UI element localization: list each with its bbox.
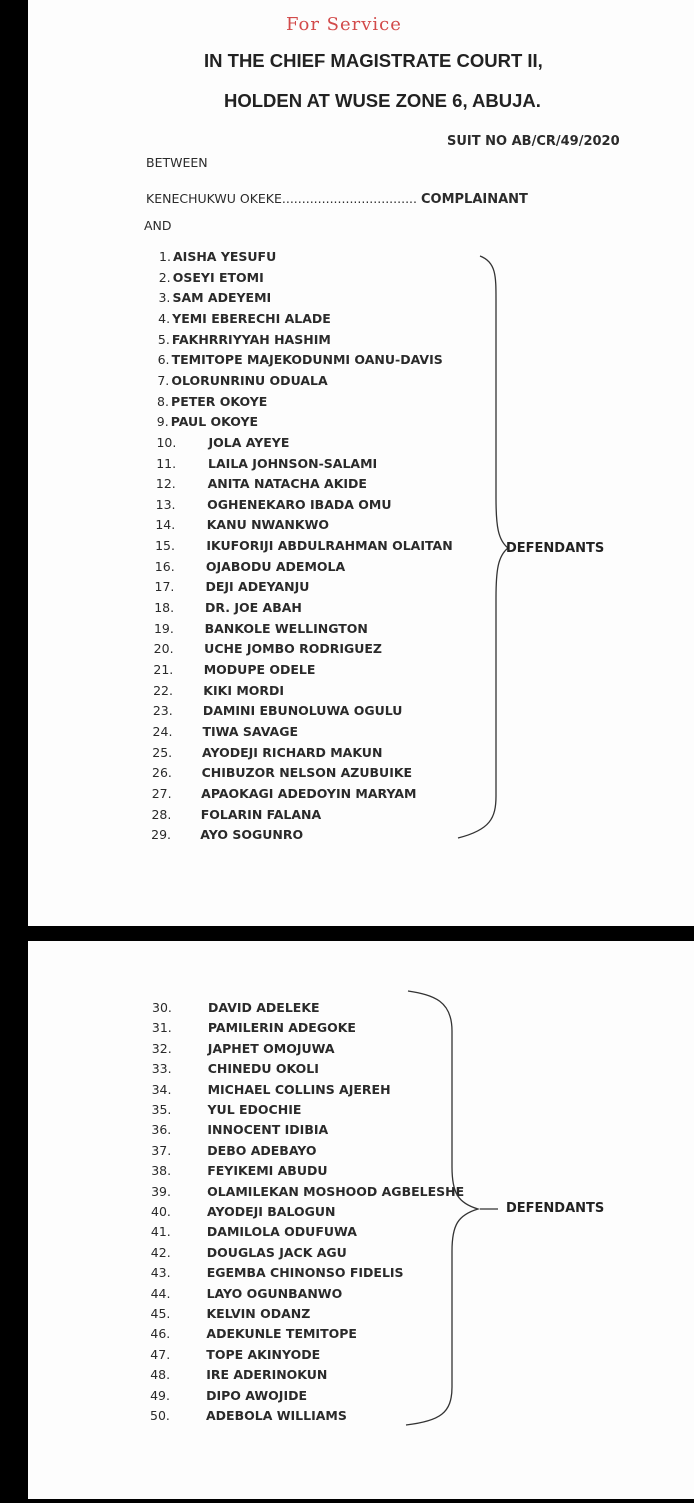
defendant-name: FOLARIN FALANA: [200, 806, 322, 822]
and-label: AND: [144, 218, 172, 233]
defendant-number: 22.: [153, 682, 173, 698]
defendant-number: 28.: [151, 806, 172, 822]
defendant-name: DAMINI EBUNOLUWA OGULU: [202, 703, 403, 719]
defendant-number: 9.: [156, 414, 169, 430]
defendant-name: CHINEDU OKOLI: [207, 1061, 319, 1077]
defendant-name: INNOCENT IDIBIA: [207, 1122, 329, 1138]
defendant-number: 13.: [155, 496, 176, 512]
defendant-number: 21.: [153, 662, 174, 677]
defendant-name: EGEMBA CHINONSO FIDELIS: [206, 1265, 404, 1281]
complainant-label: COMPLAINANT: [420, 192, 528, 207]
defendant-name: JOLA AYEYE: [208, 434, 290, 450]
defendant-number: 7.: [157, 372, 170, 388]
defendant-number: 38.: [151, 1163, 172, 1179]
defendant-name: MICHAEL COLLINS AJEREH: [207, 1081, 391, 1097]
defendant-number: 17.: [154, 579, 175, 595]
defendant-name: DIPO AWOJIDE: [206, 1387, 308, 1403]
defendant-name: AISHA YESUFU: [173, 249, 277, 264]
suit-number: SUIT NO AB/CR/49/2020: [447, 134, 620, 149]
defendant-number: 11.: [156, 455, 177, 471]
defendant-name: KIKI MORDI: [203, 682, 285, 698]
defendant-number: 10.: [156, 434, 177, 450]
defendant-number: 8.: [157, 393, 169, 409]
defendant-name: AYODEJI BALOGUN: [207, 1204, 336, 1219]
defendant-number: 49.: [150, 1387, 170, 1403]
defendant-name: JAPHET OMOJUWA: [207, 1040, 335, 1056]
defendant-number: 18.: [154, 600, 175, 616]
defendant-number: 50.: [150, 1408, 170, 1423]
defendant-number: 12.: [155, 476, 176, 492]
between-label: BETWEEN: [146, 155, 208, 170]
complainant-name: KENECHUKWU OKEKE: [146, 191, 282, 206]
defendant-name: LAILA JOHNSON-SALAMI: [208, 455, 378, 471]
defendant-number: 32.: [151, 1040, 172, 1056]
defendant-name: OJABODU ADEMOLA: [205, 558, 346, 574]
defendant-number: 14.: [155, 517, 176, 533]
defendant-name: LAYO OGUNBANWO: [206, 1285, 343, 1301]
defendant-number: 1.: [159, 249, 171, 264]
defendant-number: 3.: [158, 290, 171, 306]
defendant-name: DEJI ADEYANJU: [205, 579, 310, 595]
defendant-number: 41.: [150, 1224, 171, 1240]
defendant-name: TEMITOPE MAJEKODUNMI OANU-DAVIS: [171, 352, 443, 368]
defendant-name: AYODEJI RICHARD MAKUN: [202, 744, 383, 760]
defendant-number: 37.: [151, 1142, 172, 1158]
defendant-number: 4.: [158, 310, 171, 326]
defendant-number: 45.: [150, 1306, 171, 1321]
defendant-number: 29.: [151, 827, 172, 843]
defendant-number: 40.: [151, 1204, 171, 1219]
defendant-number: 25.: [152, 744, 173, 760]
defendants-label-1: DEFENDANTS: [506, 541, 605, 556]
complainant-dots: ..................................: [281, 191, 417, 206]
defendant-number: 33.: [151, 1061, 172, 1077]
defendants-brace-2: [28, 941, 694, 1499]
defendant-number: 35.: [151, 1102, 172, 1117]
defendant-name: TOPE AKINYODE: [206, 1346, 321, 1362]
defendant-name: OSEYI ETOMI: [172, 269, 264, 285]
document-page-2: [28, 941, 694, 1499]
document-page-1: [28, 0, 694, 926]
defendant-number: 46.: [150, 1326, 171, 1342]
defendant-number: 36.: [151, 1122, 172, 1138]
defendant-name: FAKHRRIYYAH HASHIM: [171, 331, 331, 347]
defendant-name: ADEKUNLE TEMITOPE: [206, 1326, 357, 1342]
defendant-name: APAOKAGI ADEDOYIN MARYAM: [201, 785, 417, 801]
defendant-name: AYO SOGUNRO: [200, 827, 304, 843]
defendant-name: IKUFORIJI ABDULRAHMAN OLAITAN: [206, 538, 453, 554]
defendant-number: 6.: [157, 352, 170, 368]
defendant-number: 34.: [151, 1081, 172, 1097]
defendant-number: 48.: [150, 1367, 171, 1383]
defendant-name: DAMILOLA ODUFUWA: [206, 1224, 357, 1240]
defendant-name: IRE ADERINOKUN: [206, 1367, 328, 1383]
defendant-number: 15.: [155, 538, 175, 554]
defendant-name: UCHE JOMBO RODRIGUEZ: [204, 641, 382, 657]
defendant-name: CHIBUZOR NELSON AZUBUIKE: [201, 765, 413, 781]
defendant-name: FEYIKEMI ABUDU: [207, 1163, 328, 1179]
court-title: IN THE CHIEF MAGISTRATE COURT II,: [204, 50, 543, 71]
defendant-name: OGHENEKARO IBADA OMU: [207, 496, 392, 512]
defendant-name: DEBO ADEBAYO: [207, 1142, 317, 1158]
defendant-number: 24.: [152, 723, 173, 739]
defendant-name: ANITA NATACHA AKIDE: [207, 476, 367, 492]
defendant-number: 20.: [153, 641, 174, 657]
defendant-number: 16.: [154, 558, 175, 574]
defendant-name: OLORUNRINU ODUALA: [171, 372, 328, 388]
defendant-name: KANU NWANKWO: [206, 517, 329, 533]
defendants-label-2: DEFENDANTS: [506, 1201, 605, 1216]
defendant-number: 39.: [151, 1183, 171, 1199]
defendant-name: DOUGLAS JACK AGU: [206, 1244, 347, 1260]
defendant-name: DAVID ADELEKE: [208, 1000, 320, 1015]
defendant-name: MODUPE ODELE: [203, 662, 316, 677]
defendant-number: 44.: [150, 1285, 171, 1301]
defendant-name: YEMI EBERECHI ALADE: [172, 310, 331, 326]
defendant-number: 30.: [152, 1000, 172, 1015]
defendant-name: PAUL OKOYE: [170, 414, 259, 430]
defendant-number: 26.: [152, 765, 172, 781]
defendant-number: 2.: [158, 269, 171, 285]
defendant-name: TIWA SAVAGE: [202, 723, 298, 739]
defendant-name: DR. JOE ABAH: [205, 600, 302, 616]
defendant-number: 23.: [152, 703, 173, 719]
court-location: HOLDEN AT WUSE ZONE 6, ABUJA.: [224, 90, 541, 111]
defendants-brace-1: [28, 0, 694, 926]
defendant-name: BANKOLE WELLINGTON: [204, 620, 368, 636]
defendant-name: OLAMILEKAN MOSHOOD AGBELESHE: [207, 1183, 465, 1199]
defendant-number: 19.: [153, 620, 174, 636]
handwritten-note: For Service: [286, 14, 402, 35]
defendant-number: 27.: [151, 785, 172, 801]
defendant-name: ADEBOLA WILLIAMS: [206, 1408, 347, 1423]
defendant-name: PAMILERIN ADEGOKE: [207, 1020, 356, 1036]
defendant-number: 5.: [157, 331, 170, 347]
defendant-name: YUL EDOCHIE: [207, 1102, 302, 1117]
defendant-name: PETER OKOYE: [171, 393, 268, 409]
defendant-number: 43.: [150, 1265, 171, 1281]
defendant-name: KELVIN ODANZ: [206, 1306, 311, 1321]
defendant-number: 42.: [150, 1244, 171, 1260]
defendant-number: 31.: [151, 1020, 172, 1036]
defendant-number: 47.: [150, 1346, 171, 1362]
defendant-name: SAM ADEYEMI: [172, 290, 272, 306]
